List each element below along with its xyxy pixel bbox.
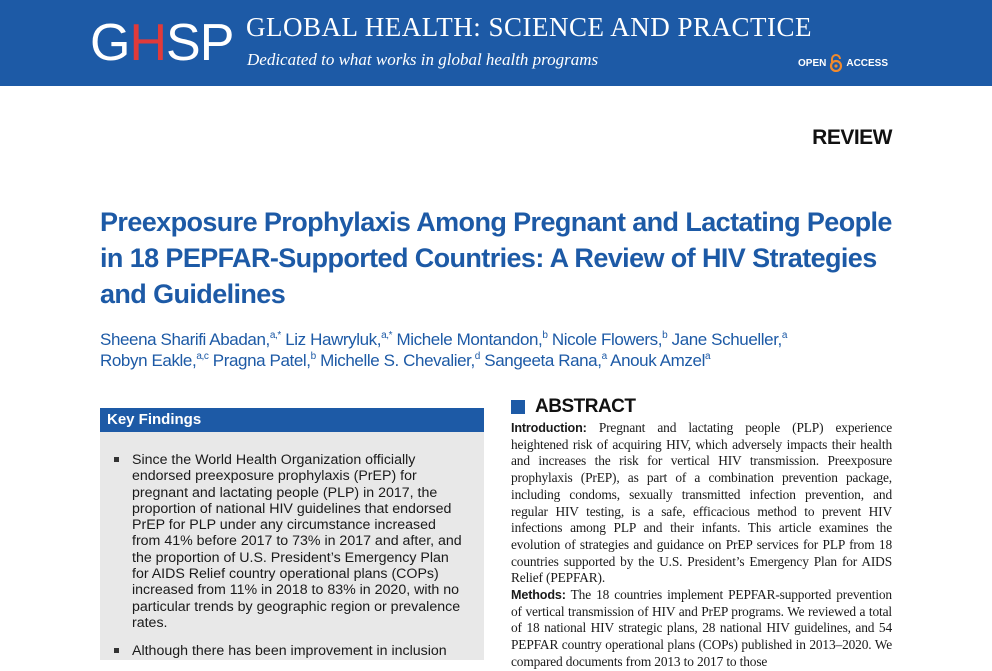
open-access-lock-icon [829,54,843,72]
journal-title: GLOBAL HEALTH: SCIENCE AND PRACTICE [246,12,813,42]
author-affiliation-marker: b [542,330,548,341]
author-affiliation-marker: b [310,351,316,362]
author-name-text: Sangeeta Rana, [484,351,602,370]
author-name-text: Liz Hawryluk, [285,330,382,349]
author-name [320,351,480,370]
author-name-text: Robyn Eakle, [100,351,197,370]
key-finding-text: Although there has been improvement in inclusion [132,643,447,660]
key-finding-item [114,452,468,631]
author-name [396,330,547,349]
abstract-heading-text: ABSTRACT [535,396,636,417]
author-name-text: Jane Schueller, [671,330,782,349]
author-name-text: Anouk Amzel [610,351,705,370]
journal-logo: GHSP [90,14,234,72]
journal-banner [0,0,992,86]
author-affiliation-marker: b [662,330,668,341]
author-name [100,351,208,370]
methods-text: The 18 countries implement PEPFAR-supported prevention of vertical transmission of HIV and PrEP programs. We reviewed a total of 18 national HIV strategic plans, 28 national HIV guidelines, and 54 PEPFAR country operational plans (COPs) published in 2013–2020. We compared documents from 2013 to 2017 to those [511,587,892,669]
open-access-badge [798,54,888,72]
author-name-text: Sheena Sharifi Abadan, [100,330,270,349]
author-affiliation-marker: a [704,351,711,362]
open-label: OPEN [798,57,827,69]
author-name-text: Nicole Flowers, [551,330,663,349]
article-type-label: REVIEW [812,126,892,149]
square-bullet-icon [114,648,119,653]
author-affiliation-marker: a [781,330,788,341]
abstract-heading [511,395,892,419]
abstract-body [511,420,892,671]
abstract-introduction [511,420,892,587]
journal-tagline: Dedicated to what works in global health programs [247,50,599,69]
author-affiliation-marker: a,* [269,330,281,341]
section-square-icon [511,400,525,414]
key-findings-box [100,408,484,660]
key-finding-text: Since the World Health Organization officially endorsed preexposure prophylaxis (PrEP) for pregnant and lactating people (PLP) in 2017, the proportion of national HIV guidelines that endorsed PrEP for PLP under any circumstance increased from 41% before 2017 to 73% in 2017 and after, and the proportion of U.S. President’s Emergency Plan for AIDS Relief country operational plans (COPs) increased from 11% in 2018 to 83% in 2020, with no particular trends by geographic region or prevalence rates. [132,452,462,631]
author-name [672,330,787,349]
author-name-text: Michelle S. Chevalier, [320,351,475,370]
abstract-methods [511,587,892,671]
access-label: ACCESS [846,57,889,69]
author-name [213,351,316,370]
key-findings-heading: Key Findings [100,408,484,432]
introduction-text: Pregnant and lactating people (PLP) experience heightened risk of acquiring HIV, which adversely impacts their health and increases the risk for vertical HIV transmission. Preexposure prophylaxis (PrEP), as part of a combination prevention package, including condoms, sexually transmitted infection prevention, and regular HIV testing, is a safe, efficacious method to prevent HIV infections among PLP and their infants. This article examines the evolution of strategies and guidance on PrEP services for PLP from 18 countries supported by the U.S. President’s Emergency Plan for AIDS Relief (PEPFAR). [511,420,892,586]
author-name-text: Michele Montandon, [396,330,543,349]
author-name-text: Pragna Patel, [212,351,311,370]
abstract-section [511,395,892,671]
article-title: Preexposure Prophylaxis Among Pregnant and Lactating People in 18 PEPFAR-Supported Countries: A Review of HIV Strategies and Guidelines [100,207,892,309]
author-name [484,351,606,370]
author-name [552,330,667,349]
square-bullet-icon [114,457,119,462]
introduction-label: Introduction: [511,421,587,435]
author-name [610,351,710,370]
author-list [100,329,900,371]
key-findings-list [100,432,484,660]
author-affiliation-marker: a,c [196,351,209,362]
author-affiliation-marker: a [601,351,607,362]
methods-label: Methods: [511,588,566,603]
author-name [100,330,281,349]
author-affiliation-marker: d [474,351,480,362]
key-finding-item [114,643,468,659]
logo-accent-letter: H [129,14,167,72]
author-affiliation-marker: a,* [381,330,393,341]
author-name [285,330,392,349]
